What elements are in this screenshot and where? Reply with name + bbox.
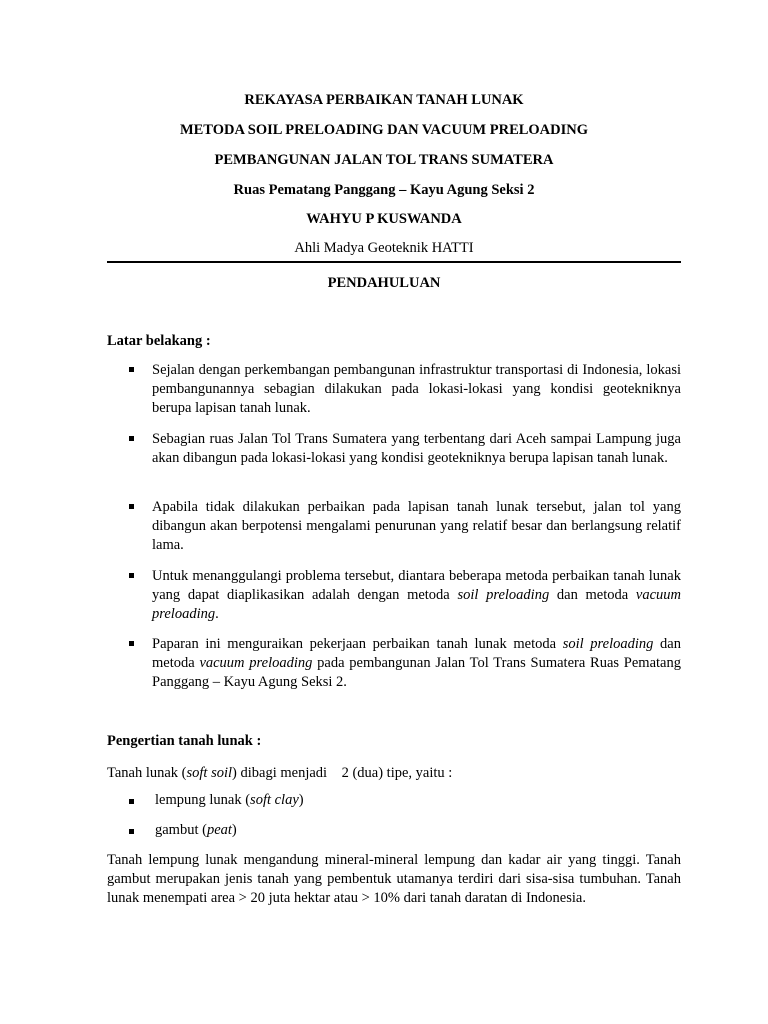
list-item-text: Sebagian ruas Jalan Tol Trans Sumatera yang terbentang dari Aceh sampai Lampung juga akan dibangun pada lokasi-lokasi yang kondisi geotekniknya berupa lapisan tanah lunak. [152, 431, 681, 466]
section-title-pendahuluan: PENDAHULUAN [327, 275, 441, 291]
bullet-square-icon [129, 573, 134, 578]
doc-title-line-3: PEMBANGUNAN JALAN TOL TRANS SUMATERA [214, 152, 554, 168]
list-item-text: lempung lunak (soft clay) [155, 792, 304, 808]
list-item [107, 635, 681, 692]
list-item-text: Paparan ini menguraikan pekerjaan perbaikan tanah lunak metoda soil preloading dan metoda vacuum preloading pada pembangunan Jalan Tol Trans Sumatera Ruas Pematang Panggang – Kayu Agung Seksi 2. [152, 636, 681, 690]
bullet-square-icon [129, 367, 134, 372]
subheading-latar-belakang: Latar belakang : [107, 333, 211, 349]
bullet-square-icon [129, 641, 134, 646]
list-item-text: Apabila tidak dilakukan perbaikan pada lapisan tanah lunak tersebut, jalan tol yang dibangun akan berpotensi mengalami penurunan yang relatif besar dan berlangsung relatif lama. [152, 499, 681, 553]
list-item [107, 498, 681, 555]
emphasis-soil-preloading: soil preloading [562, 636, 654, 652]
bullet-square-icon [129, 436, 134, 441]
emphasis-vacuum-preloading: vacuum preloading [199, 655, 313, 671]
emphasis-peat: peat [206, 822, 232, 838]
list-item [107, 567, 681, 624]
emphasis-vacuum-preloading: vacuum preloading [152, 587, 681, 622]
subheading-pengertian-tanah-lunak: Pengertian tanah lunak : [107, 733, 262, 749]
emphasis-soil-preloading: soil preloading [457, 587, 550, 603]
author-name: WAHYU P KUSWANDA [306, 211, 462, 227]
bullet-square-icon [129, 504, 134, 509]
list-item [107, 430, 681, 468]
bullet-square-icon [129, 829, 134, 834]
list-item-text: Sejalan dengan perkembangan pembangunan infrastruktur transportasi di Indonesia, lokasi pembangunannya sebagian dilakukan pada lokasi-lokasi yang kondisi geotekniknya berupa lapisan tanah lunak. [152, 362, 681, 416]
list-item [107, 361, 681, 418]
bullet-square-icon [129, 799, 134, 804]
soft-soil-intro: Tanah lunak (soft soil) dibagi menjadi 2 (dua) tipe, yaitu : [107, 765, 453, 781]
doc-title-line-4: Ruas Pematang Panggang – Kayu Agung Seksi 2 [233, 182, 535, 198]
list-item [107, 792, 304, 809]
doc-title-line-1: REKAYASA PERBAIKAN TANAH LUNAK [244, 92, 524, 108]
emphasis-soft-soil: soft soil [186, 765, 233, 781]
list-item-text: Untuk menanggulangi problema tersebut, diantara beberapa metoda perbaikan tanah lunak yang dapat diaplikasikan adalah dengan metoda soil preloading dan metoda vacuum preloading. [152, 568, 681, 622]
emphasis-soft-clay: soft clay [250, 792, 299, 808]
author-affiliation: Ahli Madya Geoteknik HATTI [294, 240, 474, 256]
doc-title-line-2: METODA SOIL PRELOADING DAN VACUUM PRELOADING [179, 122, 589, 138]
list-item [107, 822, 237, 839]
header-divider [107, 261, 681, 263]
soft-soil-description: Tanah lempung lunak mengandung mineral-mineral lempung dan kadar air yang tinggi. Tanah gambut merupakan jenis tanah yang pembentuk utamanya terdiri dari sisa-sisa tumbuhan. Tanah lunak menempati area > 20 juta hektar atau > 10% dari tanah daratan di Indonesia. [107, 852, 681, 906]
list-item-text: gambut (peat) [155, 822, 237, 838]
